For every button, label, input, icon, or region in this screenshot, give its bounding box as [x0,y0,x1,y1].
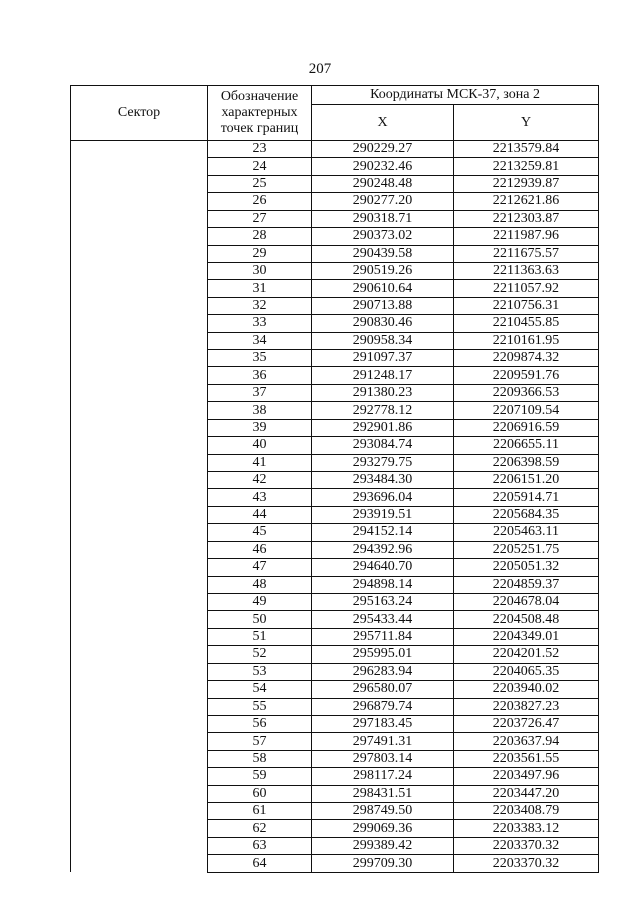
table-row [71,541,599,558]
y-coordinate-cell: 2213259.81 [454,158,599,175]
sector-cell [71,733,208,750]
sector-cell [71,193,208,210]
y-coordinate-cell: 2203637.94 [454,733,599,750]
x-coordinate-cell: 297491.31 [312,733,454,750]
sector-cell [71,419,208,436]
y-coordinate-cell: 2205914.71 [454,489,599,506]
table-header [71,86,599,141]
table-row [71,768,599,785]
sector-cell [71,559,208,576]
table-row [71,384,599,401]
point-cell: 44 [208,506,312,523]
table-row [71,402,599,419]
y-coordinate-cell: 2203497.96 [454,768,599,785]
y-coordinate-cell: 2209874.32 [454,350,599,367]
y-coordinate-cell: 2206151.20 [454,472,599,489]
y-coordinate-cell: 2206398.59 [454,454,599,471]
x-coordinate-cell: 290439.58 [312,245,454,262]
table-row [71,175,599,192]
point-cell: 41 [208,454,312,471]
x-coordinate-cell: 290277.20 [312,193,454,210]
sector-cell [71,646,208,663]
table-row [71,750,599,767]
table-row [71,855,599,872]
y-coordinate-cell: 2209366.53 [454,384,599,401]
sector-cell [71,785,208,802]
point-cell: 55 [208,698,312,715]
x-coordinate-cell: 296580.07 [312,681,454,698]
sector-cell [71,855,208,872]
y-coordinate-cell: 2204508.48 [454,611,599,628]
x-coordinate-cell: 293484.30 [312,472,454,489]
point-cell: 53 [208,663,312,680]
table-row [71,820,599,837]
sector-cell [71,437,208,454]
y-coordinate-cell: 2204065.35 [454,663,599,680]
sector-cell [71,402,208,419]
x-coordinate-cell: 294898.14 [312,576,454,593]
y-coordinate-cell: 2203561.55 [454,750,599,767]
y-coordinate-cell: 2212621.86 [454,193,599,210]
sector-cell [71,768,208,785]
table-row [71,524,599,541]
x-coordinate-cell: 297183.45 [312,715,454,732]
point-cell: 51 [208,628,312,645]
point-cell: 34 [208,332,312,349]
sector-cell [71,628,208,645]
sector-cell [71,454,208,471]
x-coordinate-cell: 298117.24 [312,768,454,785]
point-cell: 64 [208,855,312,872]
table-row [71,803,599,820]
y-coordinate-cell: 2203370.32 [454,855,599,872]
x-coordinate-cell: 293084.74 [312,437,454,454]
sector-cell [71,384,208,401]
point-cell: 56 [208,715,312,732]
table-row [71,193,599,210]
sector-cell [71,315,208,332]
table-row [71,367,599,384]
table-row [71,158,599,175]
y-coordinate-cell: 2212939.87 [454,175,599,192]
sector-cell [71,472,208,489]
table-row [71,698,599,715]
x-coordinate-cell: 299069.36 [312,820,454,837]
table-row [71,262,599,279]
y-coordinate-cell: 2211057.92 [454,280,599,297]
sector-cell [71,803,208,820]
point-cell: 50 [208,611,312,628]
table-row [71,593,599,610]
x-coordinate-cell: 296879.74 [312,698,454,715]
table-row [71,297,599,314]
y-coordinate-cell: 2209591.76 [454,367,599,384]
sector-cell [71,524,208,541]
point-cell: 37 [208,384,312,401]
x-coordinate-cell: 295433.44 [312,611,454,628]
y-coordinate-cell: 2205051.32 [454,559,599,576]
table-row [71,228,599,245]
point-cell: 57 [208,733,312,750]
header-y: Y [454,105,599,141]
table-row [71,280,599,297]
point-cell: 24 [208,158,312,175]
point-cell: 36 [208,367,312,384]
x-coordinate-cell: 290248.48 [312,175,454,192]
point-cell: 48 [208,576,312,593]
x-coordinate-cell: 295995.01 [312,646,454,663]
x-coordinate-cell: 299709.30 [312,855,454,872]
y-coordinate-cell: 2203383.12 [454,820,599,837]
x-coordinate-cell: 297803.14 [312,750,454,767]
point-cell: 42 [208,472,312,489]
x-coordinate-cell: 291248.17 [312,367,454,384]
table-row [71,245,599,262]
x-coordinate-cell: 290610.64 [312,280,454,297]
point-cell: 54 [208,681,312,698]
sector-cell [71,245,208,262]
x-coordinate-cell: 298749.50 [312,803,454,820]
sector-cell [71,541,208,558]
table-row [71,681,599,698]
point-cell: 28 [208,228,312,245]
table-row [71,837,599,854]
sector-cell [71,297,208,314]
header-point-designation: Обозначение характерных точек границ [208,86,312,141]
table-row [71,332,599,349]
point-cell: 47 [208,559,312,576]
point-cell: 35 [208,350,312,367]
x-coordinate-cell: 290229.27 [312,141,454,158]
point-cell: 62 [208,820,312,837]
sector-cell [71,681,208,698]
x-coordinate-cell: 294392.96 [312,541,454,558]
y-coordinate-cell: 2205463.11 [454,524,599,541]
table-row [71,628,599,645]
x-coordinate-cell: 290373.02 [312,228,454,245]
point-cell: 58 [208,750,312,767]
point-cell: 63 [208,837,312,854]
sector-cell [71,506,208,523]
x-coordinate-cell: 292901.86 [312,419,454,436]
sector-cell [71,611,208,628]
sector-cell [71,367,208,384]
table-row [71,785,599,802]
x-coordinate-cell: 293279.75 [312,454,454,471]
table-body [71,141,599,873]
table-row [71,141,599,158]
sector-cell [71,698,208,715]
sector-cell [71,750,208,767]
y-coordinate-cell: 2211675.57 [454,245,599,262]
point-cell: 40 [208,437,312,454]
sector-cell [71,158,208,175]
y-coordinate-cell: 2205251.75 [454,541,599,558]
y-coordinate-cell: 2203447.20 [454,785,599,802]
table-row [71,576,599,593]
point-cell: 59 [208,768,312,785]
sector-cell [71,663,208,680]
y-coordinate-cell: 2207109.54 [454,402,599,419]
point-cell: 25 [208,175,312,192]
x-coordinate-cell: 298431.51 [312,785,454,802]
x-coordinate-cell: 290318.71 [312,210,454,227]
sector-cell [71,175,208,192]
table-row [71,506,599,523]
y-coordinate-cell: 2203370.32 [454,837,599,854]
y-coordinate-cell: 2206916.59 [454,419,599,436]
y-coordinate-cell: 2210455.85 [454,315,599,332]
sector-cell [71,332,208,349]
sector-cell [71,280,208,297]
point-cell: 38 [208,402,312,419]
header-row-1 [71,86,599,105]
x-coordinate-cell: 290830.46 [312,315,454,332]
x-coordinate-cell: 293696.04 [312,489,454,506]
x-coordinate-cell: 290519.26 [312,262,454,279]
x-coordinate-cell: 293919.51 [312,506,454,523]
x-coordinate-cell: 292778.12 [312,402,454,419]
y-coordinate-cell: 2210756.31 [454,297,599,314]
sector-cell [71,228,208,245]
table-row [71,315,599,332]
y-coordinate-cell: 2205684.35 [454,506,599,523]
sector-cell [71,715,208,732]
point-cell: 23 [208,141,312,158]
y-coordinate-cell: 2203726.47 [454,715,599,732]
y-coordinate-cell: 2203827.23 [454,698,599,715]
table-row [71,559,599,576]
x-coordinate-cell: 291097.37 [312,350,454,367]
point-cell: 26 [208,193,312,210]
table-row [71,454,599,471]
y-coordinate-cell: 2204201.52 [454,646,599,663]
x-coordinate-cell: 299389.42 [312,837,454,854]
sector-cell [71,350,208,367]
point-cell: 49 [208,593,312,610]
x-coordinate-cell: 294152.14 [312,524,454,541]
table-row [71,437,599,454]
coordinates-table [70,85,599,873]
y-coordinate-cell: 2203940.02 [454,681,599,698]
sector-cell [71,262,208,279]
y-coordinate-cell: 2210161.95 [454,332,599,349]
y-coordinate-cell: 2212303.87 [454,210,599,227]
x-coordinate-cell: 291380.23 [312,384,454,401]
sector-cell [71,141,208,158]
y-coordinate-cell: 2204859.37 [454,576,599,593]
x-coordinate-cell: 290958.34 [312,332,454,349]
x-coordinate-cell: 295163.24 [312,593,454,610]
y-coordinate-cell: 2204349.01 [454,628,599,645]
y-coordinate-cell: 2213579.84 [454,141,599,158]
table-row [71,733,599,750]
point-cell: 46 [208,541,312,558]
table-row [71,611,599,628]
point-cell: 33 [208,315,312,332]
point-cell: 30 [208,262,312,279]
sector-cell [71,210,208,227]
point-cell: 29 [208,245,312,262]
point-cell: 32 [208,297,312,314]
sector-cell [71,837,208,854]
page-number: 207 [308,61,332,77]
point-cell: 27 [208,210,312,227]
y-coordinate-cell: 2203408.79 [454,803,599,820]
sector-cell [71,593,208,610]
table-row [71,419,599,436]
x-coordinate-cell: 295711.84 [312,628,454,645]
y-coordinate-cell: 2204678.04 [454,593,599,610]
sector-cell [71,489,208,506]
sector-cell [71,820,208,837]
table-row [71,489,599,506]
y-coordinate-cell: 2211987.96 [454,228,599,245]
table-row [71,350,599,367]
point-cell: 31 [208,280,312,297]
point-cell: 43 [208,489,312,506]
x-coordinate-cell: 290713.88 [312,297,454,314]
point-cell: 61 [208,803,312,820]
point-cell: 60 [208,785,312,802]
point-cell: 39 [208,419,312,436]
table-row [71,715,599,732]
x-coordinate-cell: 296283.94 [312,663,454,680]
header-coordinates: Координаты МСК-37, зона 2 [312,86,599,105]
sector-cell [71,576,208,593]
x-coordinate-cell: 294640.70 [312,559,454,576]
y-coordinate-cell: 2206655.11 [454,437,599,454]
x-coordinate-cell: 290232.46 [312,158,454,175]
table-row [71,472,599,489]
y-coordinate-cell: 2211363.63 [454,262,599,279]
table-row [71,210,599,227]
table-row [71,646,599,663]
point-cell: 52 [208,646,312,663]
point-cell: 45 [208,524,312,541]
header-sector: Сектор [71,86,208,141]
table-row [71,663,599,680]
header-x: X [312,105,454,141]
